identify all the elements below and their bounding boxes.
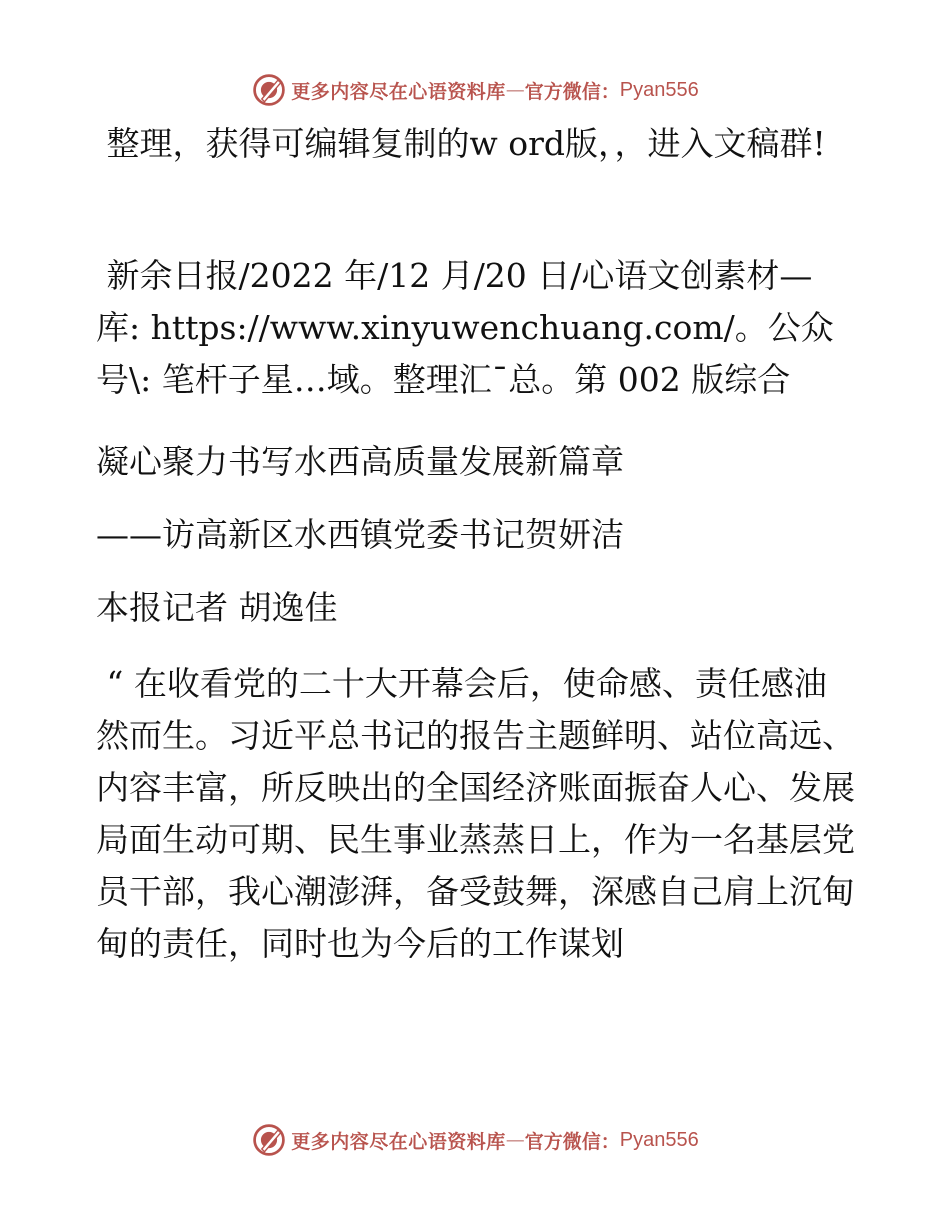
watermark-wechat-id: Pyan556	[619, 1128, 699, 1151]
watermark-brand: 更多内容尽在心语资料库	[291, 1130, 506, 1153]
document-body	[96, 118, 856, 970]
watermark-brand: 更多内容尽在心语资料库	[291, 80, 506, 103]
watermark-separator: —	[505, 79, 525, 101]
footer-watermark	[0, 1120, 950, 1160]
header-watermark	[0, 70, 950, 110]
pen-logo-icon	[251, 72, 287, 108]
watermark-wechat-label: 官方微信：	[524, 1130, 620, 1153]
article-headline: 凝心聚力书写水西高质量发展新篇章	[96, 442, 624, 481]
article-byline: 本报记者 胡逸佳	[96, 588, 338, 627]
watermark-wechat-id: Pyan556	[619, 78, 699, 101]
intro-text: 整理，获得可编辑复制的w ord版，，进入文稿群!	[96, 124, 826, 163]
watermark-separator: —	[505, 1129, 525, 1151]
article-subtitle: ——访高新区水西镇党委书记贺妍洁	[96, 515, 624, 554]
source-line: 新余日报/2022 年/12 月/20 日/心语文创素材—库: https://www.xinyuwenchuang.com/。公众号\: 笔杆子星…域。整理汇¯总。第 002 版综合	[96, 256, 834, 399]
watermark-wechat-label: 官方微信：	[524, 80, 620, 103]
pen-logo-icon	[251, 1122, 287, 1158]
article-paragraph: “ 在收看党的二十大开幕会后，使命感、责任感油然而生。习近平总书记的报告主题鲜明、站位高远、内容丰富，所反映出的全国经济账面振奋人心、发展局面生动可期、民生事业蒸蒸日上，作为一名基层党员干部，我心潮澎湃，备受鼓舞，深感自己肩上沉甸甸的责任，同时也为今后的工作谋划	[96, 664, 855, 963]
